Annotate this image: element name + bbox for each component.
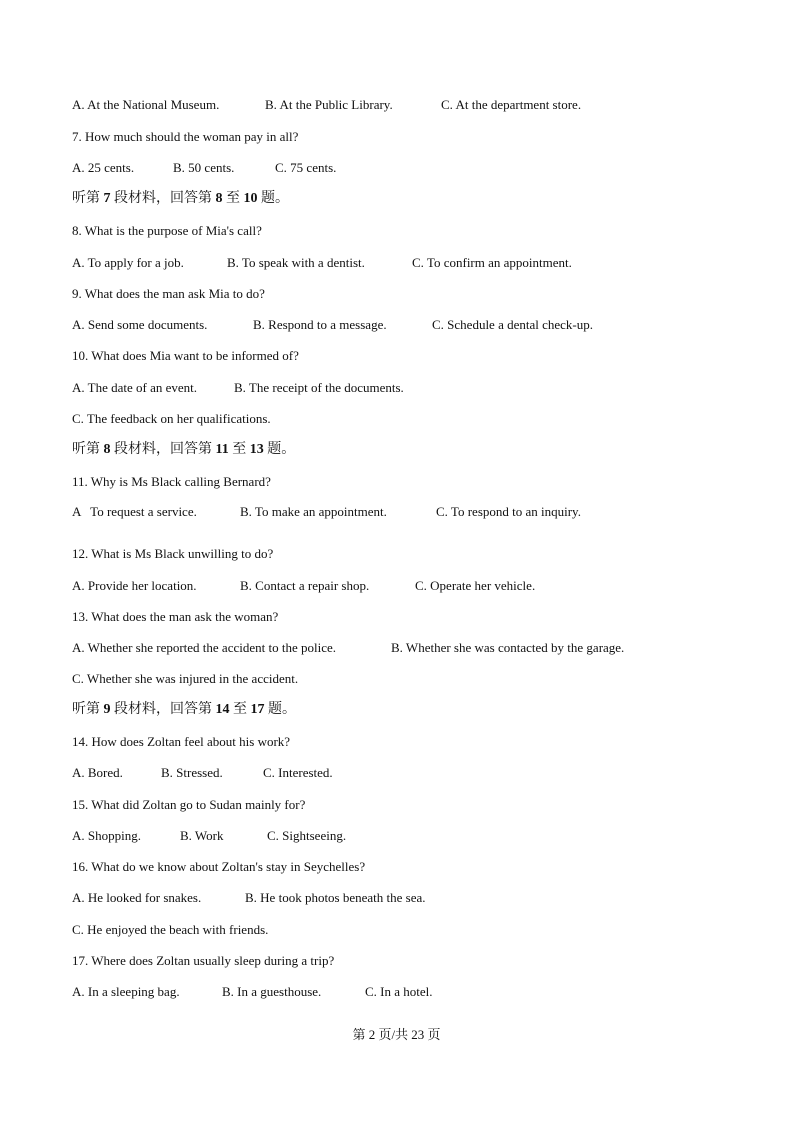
page-footer: 第 2 页/共 23 页 bbox=[352, 1027, 441, 1042]
q6-option-c: C. At the department store. bbox=[441, 97, 582, 112]
q8-option-b: B. To speak with a dentist. bbox=[227, 255, 365, 270]
q7-option-c: C. 75 cents. bbox=[275, 160, 337, 175]
q7-option-b: B. 50 cents. bbox=[173, 160, 235, 175]
section-heading-9: 听第 9 段材料，回答第 14 至 17 题。 bbox=[72, 702, 296, 717]
q6-option-b: B. At the Public Library. bbox=[265, 97, 393, 112]
q12-options bbox=[72, 578, 535, 594]
q17-option-b: B. In a guesthouse. bbox=[222, 984, 322, 999]
q7-options bbox=[72, 160, 336, 176]
section-heading-7: 听第 7 段材料，回答第 8 至 10 题。 bbox=[72, 191, 289, 206]
q17-option-c: C. In a hotel. bbox=[365, 984, 433, 999]
q14-option-a: A. Bored. bbox=[72, 765, 123, 780]
q9-question: 9. What does the man ask Mia to do? bbox=[72, 286, 265, 301]
q17-options bbox=[72, 984, 433, 1000]
q9-option-a: A. Send some documents. bbox=[72, 317, 208, 332]
q14-options bbox=[72, 765, 333, 781]
q12-option-b: B. Contact a repair shop. bbox=[240, 578, 370, 593]
q7-question: 7. How much should the woman pay in all? bbox=[72, 129, 299, 144]
q12-option-a: A. Provide her location. bbox=[72, 578, 197, 593]
q13-question: 13. What does the man ask the woman? bbox=[72, 609, 279, 624]
q15-option-c: C. Sightseeing. bbox=[267, 828, 347, 843]
q17-question: 17. Where does Zoltan usually sleep during a trip? bbox=[72, 953, 335, 968]
q16-option-a: A. He looked for snakes. bbox=[72, 890, 202, 905]
q9-options bbox=[72, 317, 593, 333]
q14-question: 14. How does Zoltan feel about his work? bbox=[72, 734, 291, 749]
q15-options bbox=[72, 828, 346, 844]
q15-question: 15. What did Zoltan go to Sudan mainly for? bbox=[72, 797, 306, 812]
q13-option-c: C. Whether she was injured in the accident. bbox=[72, 671, 299, 686]
q15-option-b: B. Work bbox=[180, 828, 224, 843]
q11-option-b: B. To make an appointment. bbox=[240, 504, 387, 519]
q11-question: 11. Why is Ms Black calling Bernard? bbox=[72, 474, 271, 489]
q6-options bbox=[72, 97, 581, 113]
q17-option-a: A. In a sleeping bag. bbox=[72, 984, 180, 999]
q11-option-c: C. To respond to an inquiry. bbox=[436, 504, 581, 519]
q7-option-a: A. 25 cents. bbox=[72, 160, 135, 175]
q10-option-a: A. The date of an event. bbox=[72, 380, 198, 395]
q16-option-b: B. He took photos beneath the sea. bbox=[245, 890, 426, 905]
q10-question: 10. What does Mia want to be informed of? bbox=[72, 348, 299, 363]
q16-question: 16. What do we know about Zoltan's stay in Seychelles? bbox=[72, 859, 366, 874]
q12-option-c: C. Operate her vehicle. bbox=[415, 578, 536, 593]
q10-option-c: C. The feedback on her qualifications. bbox=[72, 411, 271, 426]
q11-option-a: A To request a service. bbox=[72, 504, 197, 519]
q13-options bbox=[72, 640, 624, 656]
q8-option-c: C. To confirm an appointment. bbox=[412, 255, 572, 270]
q6-option-a: A. At the National Museum. bbox=[72, 97, 220, 112]
q11-options bbox=[72, 504, 581, 520]
q14-option-b: B. Stressed. bbox=[161, 765, 223, 780]
section-heading-8: 听第 8 段材料，回答第 11 至 13 题。 bbox=[72, 442, 296, 457]
q15-option-a: A. Shopping. bbox=[72, 828, 141, 843]
q10-option-b: B. The receipt of the documents. bbox=[234, 380, 404, 395]
q10-options bbox=[72, 380, 404, 396]
q16-option-c: C. He enjoyed the beach with friends. bbox=[72, 922, 269, 937]
q16-options bbox=[72, 890, 426, 906]
q12-question: 12. What is Ms Black unwilling to do? bbox=[72, 546, 274, 561]
q8-option-a: A. To apply for a job. bbox=[72, 255, 184, 270]
q9-option-c: C. Schedule a dental check-up. bbox=[432, 317, 593, 332]
q9-option-b: B. Respond to a message. bbox=[253, 317, 387, 332]
q8-options bbox=[72, 255, 572, 271]
q14-option-c: C. Interested. bbox=[263, 765, 333, 780]
q8-question: 8. What is the purpose of Mia's call? bbox=[72, 223, 262, 238]
q13-option-a: A. Whether she reported the accident to the police. bbox=[72, 640, 336, 655]
q13-option-b: B. Whether she was contacted by the garage. bbox=[391, 640, 625, 655]
